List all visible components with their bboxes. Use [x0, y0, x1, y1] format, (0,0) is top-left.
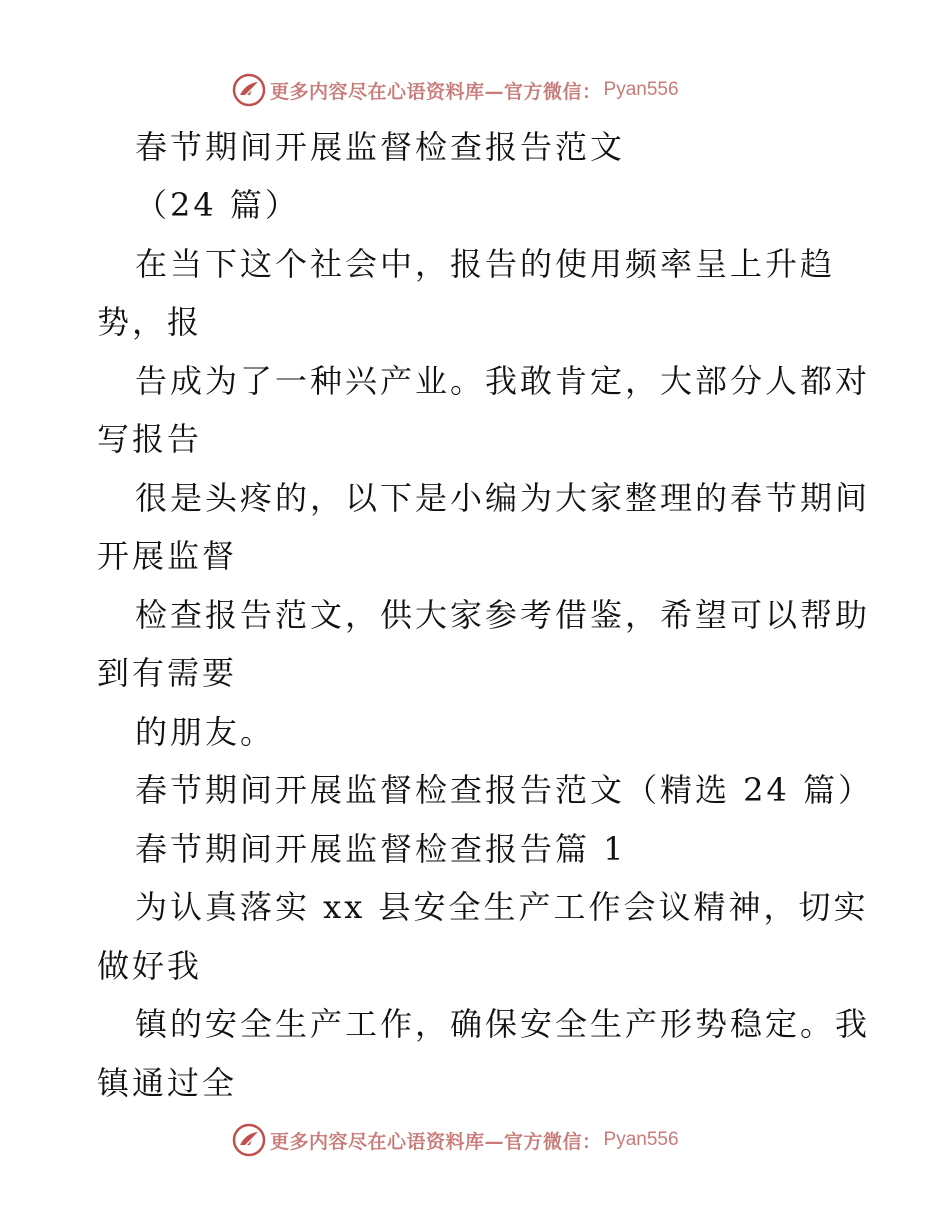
body-line: 镇的安全生产工作，确保安全生产形势稳定。我 [135, 1005, 871, 1043]
watermark-id: Pyan556 [603, 1129, 679, 1150]
body-line: 写报告 [97, 420, 203, 458]
section-heading: 春节期间开展监督检查报告篇 1 [135, 830, 627, 868]
section-heading: 春节期间开展监督检查报告范文（精选 24 篇） [135, 771, 874, 809]
watermark-footer [232, 1122, 679, 1158]
body-line: 镇通过全 [97, 1064, 238, 1102]
doc-title: 春节期间开展监督检查报告范文 [135, 128, 626, 166]
body-line: 到有需要 [97, 654, 238, 692]
watermark-header [232, 72, 679, 108]
body-line: 为认真落实 xx 县安全生产工作会议精神，切实 [135, 888, 869, 926]
logo-icon [232, 73, 266, 107]
watermark-text: 更多内容尽在心语资料库—官方微信： [270, 80, 602, 103]
body-line: 在当下这个社会中，报告的使用频率呈上升趋 [135, 245, 836, 283]
body-line: 告成为了一种兴产业。我敢肯定，大部分人都对 [135, 362, 871, 400]
logo-icon [232, 1123, 266, 1157]
body-line: 做好我 [97, 947, 203, 985]
body-line: 很是头疼的，以下是小编为大家整理的春节期间 [135, 479, 871, 517]
body-line: 的朋友。 [135, 713, 276, 751]
body-line: 势，报 [97, 303, 203, 341]
watermark-text: 更多内容尽在心语资料库—官方微信： [270, 1130, 602, 1153]
watermark-id: Pyan556 [603, 79, 679, 100]
doc-title-count: （24 篇） [135, 186, 300, 224]
body-line: 检查报告范文，供大家参考借鉴，希望可以帮助 [135, 596, 871, 634]
body-line: 开展监督 [97, 537, 238, 575]
